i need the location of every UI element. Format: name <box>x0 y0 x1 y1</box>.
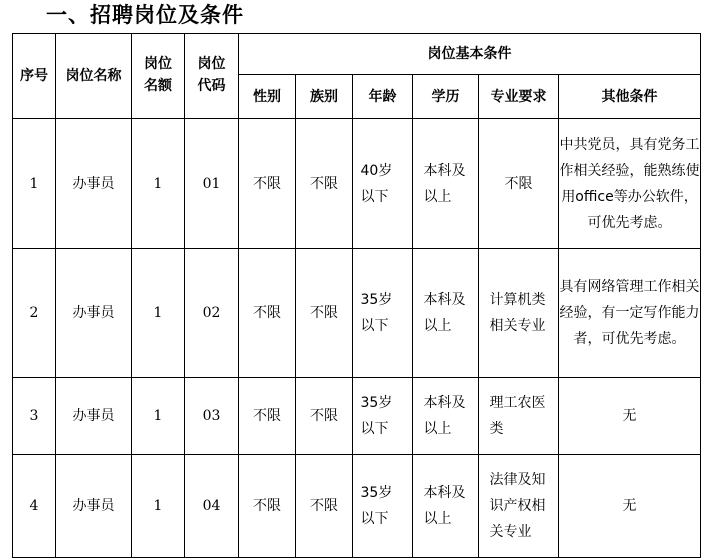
cell-major: 法律及知识产权相关专业 <box>479 455 559 558</box>
cell-education: 本科及以上 <box>413 455 479 558</box>
table-row <box>13 119 701 249</box>
cell-education: 本科及以上 <box>413 249 479 378</box>
cell-major: 不限 <box>479 119 559 249</box>
header-gender: 性别 <box>239 75 296 119</box>
section-title: 一、招聘岗位及条件 <box>46 3 244 27</box>
cell-ethnicity: 不限 <box>296 455 353 558</box>
cell-ethnicity: 不限 <box>296 119 353 249</box>
cell-gender: 不限 <box>239 249 296 378</box>
cell-major: 理工农医类 <box>479 378 559 455</box>
cell-quota: 1 <box>132 455 185 558</box>
cell-code: 02 <box>185 249 239 378</box>
cell-quota: 1 <box>132 249 185 378</box>
recruitment-table <box>12 33 701 558</box>
cell-age: 35岁以下 <box>353 378 413 455</box>
cell-other: 中共党员，具有党务工作相关经验，能熟练使用office等办公软件，可优先考虑。 <box>559 119 701 249</box>
cell-gender: 不限 <box>239 455 296 558</box>
cell-post-name: 办事员 <box>56 119 132 249</box>
table-row <box>13 455 701 558</box>
header-major: 专业要求 <box>479 75 559 119</box>
cell-post-name: 办事员 <box>56 378 132 455</box>
cell-age: 40岁以下 <box>353 119 413 249</box>
cell-post-name: 办事员 <box>56 249 132 378</box>
cell-age: 35岁以下 <box>353 455 413 558</box>
cell-quota: 1 <box>132 119 185 249</box>
cell-gender: 不限 <box>239 119 296 249</box>
header-ethnicity: 族别 <box>296 75 353 119</box>
cell-seq: 4 <box>13 455 56 558</box>
cell-other: 无 <box>559 378 701 455</box>
header-basic-conditions: 岗位基本条件 <box>239 34 701 75</box>
header-post-name: 岗位名称 <box>56 34 132 119</box>
header-quota: 岗位名额 <box>132 34 185 119</box>
cell-code: 01 <box>185 119 239 249</box>
header-other: 其他条件 <box>559 75 701 119</box>
cell-seq: 3 <box>13 378 56 455</box>
header-education: 学历 <box>413 75 479 119</box>
header-code: 岗位代码 <box>185 34 239 119</box>
cell-code: 03 <box>185 378 239 455</box>
cell-education: 本科及以上 <box>413 378 479 455</box>
cell-post-name: 办事员 <box>56 455 132 558</box>
table-row <box>13 378 701 455</box>
cell-ethnicity: 不限 <box>296 378 353 455</box>
cell-seq: 2 <box>13 249 56 378</box>
cell-gender: 不限 <box>239 378 296 455</box>
cell-quota: 1 <box>132 378 185 455</box>
cell-education: 本科及以上 <box>413 119 479 249</box>
header-age: 年龄 <box>353 75 413 119</box>
cell-major: 计算机类相关专业 <box>479 249 559 378</box>
header-seq: 序号 <box>13 34 56 119</box>
cell-other: 具有网络管理工作相关经验，有一定写作能力者，可优先考虑。 <box>559 249 701 378</box>
cell-code: 04 <box>185 455 239 558</box>
cell-age: 35岁以下 <box>353 249 413 378</box>
table-row <box>13 249 701 378</box>
cell-other: 无 <box>559 455 701 558</box>
cell-seq: 1 <box>13 119 56 249</box>
cell-ethnicity: 不限 <box>296 249 353 378</box>
